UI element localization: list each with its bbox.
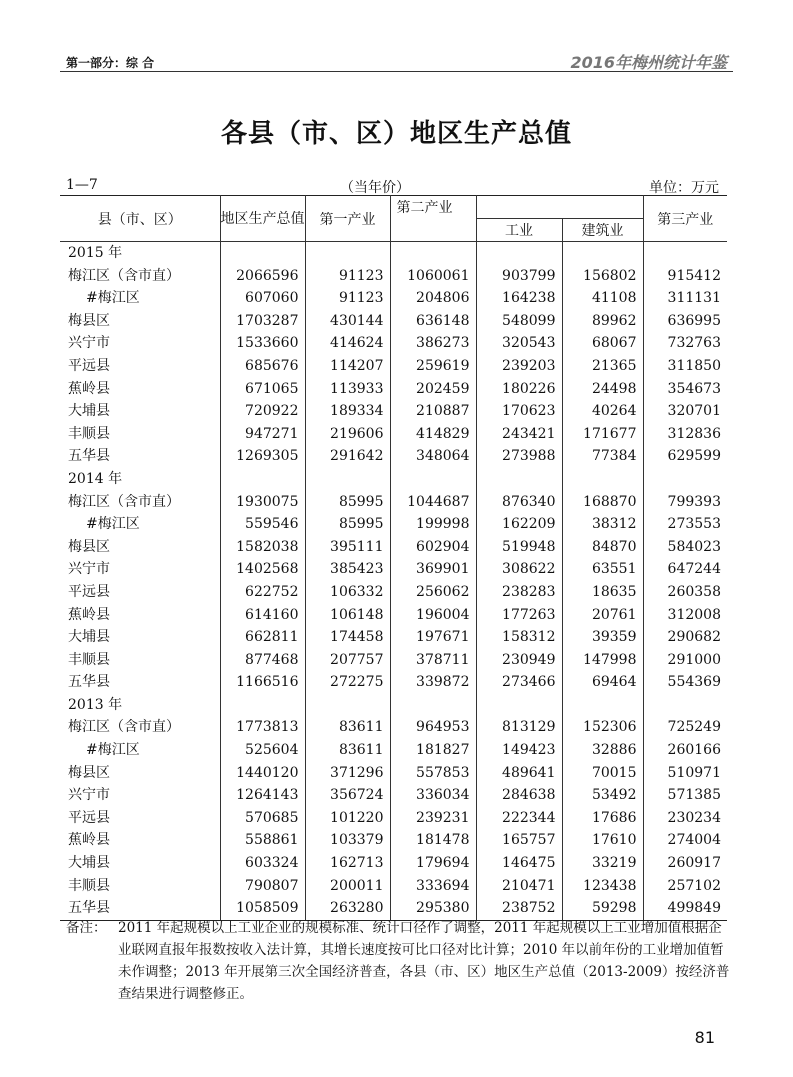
primary-value: 91123 — [305, 265, 390, 288]
gdp-value: 1264143 — [220, 784, 305, 807]
tertiary-value: 799393 — [643, 491, 727, 514]
secondary-value: 348064 — [390, 445, 476, 468]
industry-value: 230949 — [476, 649, 562, 672]
tertiary-value: 230234 — [643, 807, 727, 830]
empty-cell — [220, 242, 305, 265]
empty-cell — [390, 694, 476, 717]
industry-value: 180226 — [476, 378, 562, 401]
primary-value: 83611 — [305, 739, 390, 762]
construction-value: 168870 — [562, 491, 643, 514]
construction-value: 17686 — [562, 807, 643, 830]
primary-value: 385423 — [305, 558, 390, 581]
gdp-value: 1058509 — [220, 897, 305, 920]
county-name: 蕉岭县 — [68, 832, 110, 849]
construction-value: 70015 — [562, 762, 643, 785]
table-row — [60, 852, 727, 875]
col-industry: 工业 — [476, 219, 562, 242]
primary-value: 356724 — [305, 784, 390, 807]
empty-cell — [305, 694, 390, 717]
industry-value: 320543 — [476, 332, 562, 355]
col-gdp: 地区生产总值 — [220, 196, 305, 242]
tertiary-value: 257102 — [643, 875, 727, 898]
col-tertiary: 第三产业 — [643, 196, 727, 242]
secondary-value: 199998 — [390, 513, 476, 536]
secondary-value: 414829 — [390, 423, 476, 446]
primary-value: 113933 — [305, 378, 390, 401]
secondary-value: 336034 — [390, 784, 476, 807]
tertiary-value: 273553 — [643, 513, 727, 536]
secondary-value: 378711 — [390, 649, 476, 672]
empty-cell — [476, 694, 562, 717]
county-name: 梅江区（含市直） — [68, 719, 180, 736]
county-name: 丰顺县 — [68, 425, 110, 442]
gdp-value: 1930075 — [220, 491, 305, 514]
year-label: 2015 年 — [68, 245, 123, 261]
primary-value: 85995 — [305, 513, 390, 536]
tertiary-value: 510971 — [643, 762, 727, 785]
gdp-value: 559546 — [220, 513, 305, 536]
gdp-value: 603324 — [220, 852, 305, 875]
section-header: 第一部分：综 合 — [66, 56, 155, 70]
construction-value: 59298 — [562, 897, 643, 920]
industry-value: 164238 — [476, 287, 562, 310]
gdp-value: 525604 — [220, 739, 305, 762]
table-row — [60, 875, 727, 898]
primary-value: 219606 — [305, 423, 390, 446]
primary-value: 91123 — [305, 287, 390, 310]
county-name: 平远县 — [68, 357, 110, 374]
primary-value: 83611 — [305, 716, 390, 739]
unit-label: 单位：万元 — [649, 180, 719, 196]
table-row — [60, 378, 727, 401]
county-name: 兴宁市 — [68, 787, 110, 804]
tertiary-value: 636995 — [643, 310, 727, 333]
county-name: 五华县 — [68, 448, 110, 465]
gdp-value: 1533660 — [220, 332, 305, 355]
table-code: 1—7 — [66, 177, 98, 193]
secondary-value: 181827 — [390, 739, 476, 762]
tertiary-value: 499849 — [643, 897, 727, 920]
primary-value: 291642 — [305, 445, 390, 468]
construction-value: 147998 — [562, 649, 643, 672]
empty-cell — [220, 468, 305, 491]
construction-value: 18635 — [562, 581, 643, 604]
county-name: 蕉岭县 — [68, 606, 110, 623]
empty-cell — [562, 242, 643, 265]
table-row — [60, 829, 727, 852]
col-primary: 第一产业 — [305, 196, 390, 242]
secondary-value: 239231 — [390, 807, 476, 830]
gdp-table — [60, 195, 727, 921]
header-rule — [60, 71, 733, 72]
table-row — [60, 265, 727, 288]
industry-value: 239203 — [476, 355, 562, 378]
year-row — [60, 694, 727, 717]
tertiary-value: 584023 — [643, 536, 727, 559]
table-row — [60, 287, 727, 310]
col-secondary-blank — [390, 219, 476, 242]
industry-value: 210471 — [476, 875, 562, 898]
county-name: 梅县区 — [68, 538, 110, 555]
gdp-value: 558861 — [220, 829, 305, 852]
industry-value: 243421 — [476, 423, 562, 446]
tertiary-value: 320701 — [643, 400, 727, 423]
table-row — [60, 558, 727, 581]
gdp-value: 947271 — [220, 423, 305, 446]
secondary-value: 196004 — [390, 604, 476, 627]
table-row — [60, 513, 727, 536]
primary-value: 106332 — [305, 581, 390, 604]
empty-cell — [305, 468, 390, 491]
primary-value: 114207 — [305, 355, 390, 378]
gdp-value: 671065 — [220, 378, 305, 401]
table-row — [60, 355, 727, 378]
industry-value: 222344 — [476, 807, 562, 830]
tertiary-value: 312008 — [643, 604, 727, 627]
county-name: 梅江区（含市直） — [68, 493, 180, 510]
tertiary-value: 311850 — [643, 355, 727, 378]
construction-value: 171677 — [562, 423, 643, 446]
table-row — [60, 604, 727, 627]
secondary-value: 333694 — [390, 875, 476, 898]
secondary-value: 386273 — [390, 332, 476, 355]
construction-value: 53492 — [562, 784, 643, 807]
empty-cell — [220, 694, 305, 717]
table-row — [60, 784, 727, 807]
construction-value: 69464 — [562, 671, 643, 694]
county-name: 五华县 — [60, 897, 220, 920]
tertiary-value: 354673 — [643, 378, 727, 401]
county-name: 梅县区 — [68, 312, 110, 329]
col-secondary: 第二产业 — [390, 196, 476, 219]
tertiary-value: 725249 — [643, 716, 727, 739]
empty-cell — [643, 242, 727, 265]
construction-value: 32886 — [562, 739, 643, 762]
industry-value: 308622 — [476, 558, 562, 581]
notes-text: 2011 年起规模以上工业企业的规模标准、统计口径作了调整，2011 年起规模以上工业增加值根据企业联网直报年报数按收入法计算，其增长速度按可比口径对比计算；2010 年以前年份的工业增加值暂未作调整；2013 年开展第三次全国经济普查，各县（市、区）地区生产总值（2013-2009）按经济普查结果进行调整修正。 — [118, 920, 730, 1002]
table-row — [60, 400, 727, 423]
year-row — [60, 468, 727, 491]
secondary-value: 557853 — [390, 762, 476, 785]
table-row — [60, 807, 727, 830]
tertiary-value: 571385 — [643, 784, 727, 807]
county-name: 蕉岭县 — [68, 380, 110, 397]
county-name: 丰顺县 — [68, 877, 110, 894]
construction-value: 21365 — [562, 355, 643, 378]
tertiary-value: 915412 — [643, 265, 727, 288]
industry-value: 519948 — [476, 536, 562, 559]
secondary-value: 295380 — [390, 897, 476, 920]
industry-value: 177263 — [476, 604, 562, 627]
year-label: 2013 年 — [68, 696, 123, 713]
county-name: 梅县区 — [68, 764, 110, 781]
table-row — [60, 671, 727, 694]
tertiary-value: 260358 — [643, 581, 727, 604]
county-name: 丰顺县 — [68, 651, 110, 668]
table-row — [60, 762, 727, 785]
industry-value: 238752 — [476, 897, 562, 920]
industry-value: 162209 — [476, 513, 562, 536]
industry-value: 158312 — [476, 626, 562, 649]
year-row — [60, 242, 727, 265]
primary-value: 162713 — [305, 852, 390, 875]
primary-value: 395111 — [305, 536, 390, 559]
gdp-value: 622752 — [220, 581, 305, 604]
construction-value: 38312 — [562, 513, 643, 536]
gdp-value: 720922 — [220, 400, 305, 423]
empty-cell — [643, 468, 727, 491]
primary-value: 430144 — [305, 310, 390, 333]
empty-cell — [390, 468, 476, 491]
construction-value: 68067 — [562, 332, 643, 355]
construction-value: 41108 — [562, 287, 643, 310]
page-title: 各县（市、区）地区生产总值 — [220, 119, 572, 149]
construction-value: 24498 — [562, 378, 643, 401]
secondary-value: 1044687 — [390, 491, 476, 514]
table-row — [60, 536, 727, 559]
gdp-value: 1773813 — [220, 716, 305, 739]
table-row — [60, 491, 727, 514]
construction-value: 17610 — [562, 829, 643, 852]
secondary-value: 964953 — [390, 716, 476, 739]
county-name: 兴宁市 — [68, 335, 110, 352]
industry-value: 170623 — [476, 400, 562, 423]
primary-value: 189334 — [305, 400, 390, 423]
county-name: #梅江区 — [86, 742, 140, 759]
construction-value: 33219 — [562, 852, 643, 875]
primary-value: 272275 — [305, 671, 390, 694]
tertiary-value: 291000 — [643, 649, 727, 672]
gdp-value: 877468 — [220, 649, 305, 672]
tertiary-value: 290682 — [643, 626, 727, 649]
construction-value: 84870 — [562, 536, 643, 559]
table-row — [60, 423, 727, 446]
construction-value: 89962 — [562, 310, 643, 333]
primary-value: 85995 — [305, 491, 390, 514]
county-name: 平远县 — [68, 583, 110, 600]
industry-value: 273988 — [476, 445, 562, 468]
secondary-value: 202459 — [390, 378, 476, 401]
secondary-value: 210887 — [390, 400, 476, 423]
industry-value: 903799 — [476, 265, 562, 288]
table-row — [60, 581, 727, 604]
tertiary-value: 554369 — [643, 671, 727, 694]
primary-value: 207757 — [305, 649, 390, 672]
gdp-value: 1402568 — [220, 558, 305, 581]
construction-value: 39359 — [562, 626, 643, 649]
secondary-value: 181478 — [390, 829, 476, 852]
industry-value: 238283 — [476, 581, 562, 604]
table-row — [60, 332, 727, 355]
tertiary-value: 311131 — [643, 287, 727, 310]
table-row — [60, 739, 727, 762]
county-name: 五华县 — [68, 674, 110, 691]
tertiary-value: 312836 — [643, 423, 727, 446]
construction-value: 20761 — [562, 604, 643, 627]
price-basis: （当年价） — [340, 180, 410, 196]
yearbook-title: 2016年梅州统计年鉴 — [570, 53, 727, 72]
construction-value: 123438 — [562, 875, 643, 898]
col-county: 县（市、区） — [60, 196, 220, 242]
industry-value: 165757 — [476, 829, 562, 852]
industry-value: 146475 — [476, 852, 562, 875]
gdp-value: 1582038 — [220, 536, 305, 559]
secondary-value: 259619 — [390, 355, 476, 378]
secondary-value: 197671 — [390, 626, 476, 649]
industry-value: 284638 — [476, 784, 562, 807]
construction-value: 40264 — [562, 400, 643, 423]
tertiary-value: 260917 — [643, 852, 727, 875]
tertiary-value: 647244 — [643, 558, 727, 581]
construction-value: 152306 — [562, 716, 643, 739]
table-row — [60, 649, 727, 672]
empty-cell — [305, 242, 390, 265]
primary-value: 106148 — [305, 604, 390, 627]
gdp-value: 1166516 — [220, 671, 305, 694]
county-name: #梅江区 — [86, 290, 140, 307]
empty-cell — [643, 694, 727, 717]
tertiary-value: 629599 — [643, 445, 727, 468]
gdp-value: 1269305 — [220, 445, 305, 468]
secondary-value: 204806 — [390, 287, 476, 310]
primary-value: 101220 — [305, 807, 390, 830]
empty-cell — [476, 242, 562, 265]
empty-cell — [562, 694, 643, 717]
table-body — [60, 242, 727, 921]
primary-value: 174458 — [305, 626, 390, 649]
county-name: 大埔县 — [68, 629, 110, 646]
secondary-value: 602904 — [390, 536, 476, 559]
col-construction: 建筑业 — [562, 219, 643, 242]
industry-value: 149423 — [476, 739, 562, 762]
tertiary-value: 732763 — [643, 332, 727, 355]
gdp-value: 790807 — [220, 875, 305, 898]
industry-value: 548099 — [476, 310, 562, 333]
secondary-value: 256062 — [390, 581, 476, 604]
construction-value: 156802 — [562, 265, 643, 288]
gdp-value: 570685 — [220, 807, 305, 830]
industry-value: 876340 — [476, 491, 562, 514]
primary-value: 371296 — [305, 762, 390, 785]
secondary-value: 339872 — [390, 671, 476, 694]
construction-value: 77384 — [562, 445, 643, 468]
year-label: 2014 年 — [68, 470, 123, 487]
secondary-value: 179694 — [390, 852, 476, 875]
page-number: 81 — [694, 1028, 715, 1047]
tertiary-value: 260166 — [643, 739, 727, 762]
table-row — [60, 716, 727, 739]
notes-label: 备注： — [66, 920, 107, 936]
industry-value: 489641 — [476, 762, 562, 785]
col-secondary-span — [476, 196, 643, 219]
secondary-value: 1060061 — [390, 265, 476, 288]
gdp-value: 685676 — [220, 355, 305, 378]
primary-value: 200011 — [305, 875, 390, 898]
county-name: 兴宁市 — [68, 561, 110, 578]
table-row — [60, 310, 727, 333]
empty-cell — [562, 468, 643, 491]
secondary-value: 636148 — [390, 310, 476, 333]
empty-cell — [476, 468, 562, 491]
gdp-value: 614160 — [220, 604, 305, 627]
industry-value: 813129 — [476, 716, 562, 739]
table-row — [60, 626, 727, 649]
county-name: #梅江区 — [86, 516, 140, 533]
gdp-value: 1440120 — [220, 762, 305, 785]
county-name: 梅江区（含市直） — [68, 267, 180, 284]
tertiary-value: 274004 — [643, 829, 727, 852]
notes — [66, 917, 732, 1005]
secondary-value: 369901 — [390, 558, 476, 581]
gdp-value: 662811 — [220, 626, 305, 649]
county-name: 大埔县 — [68, 403, 110, 420]
primary-value: 103379 — [305, 829, 390, 852]
primary-value: 263280 — [305, 897, 390, 920]
county-name: 大埔县 — [68, 855, 110, 872]
construction-value: 63551 — [562, 558, 643, 581]
county-name: 平远县 — [68, 809, 110, 826]
table-row — [60, 445, 727, 468]
industry-value: 273466 — [476, 671, 562, 694]
gdp-value: 2066596 — [220, 265, 305, 288]
primary-value: 414624 — [305, 332, 390, 355]
gdp-value: 607060 — [220, 287, 305, 310]
gdp-value: 1703287 — [220, 310, 305, 333]
empty-cell — [390, 242, 476, 265]
